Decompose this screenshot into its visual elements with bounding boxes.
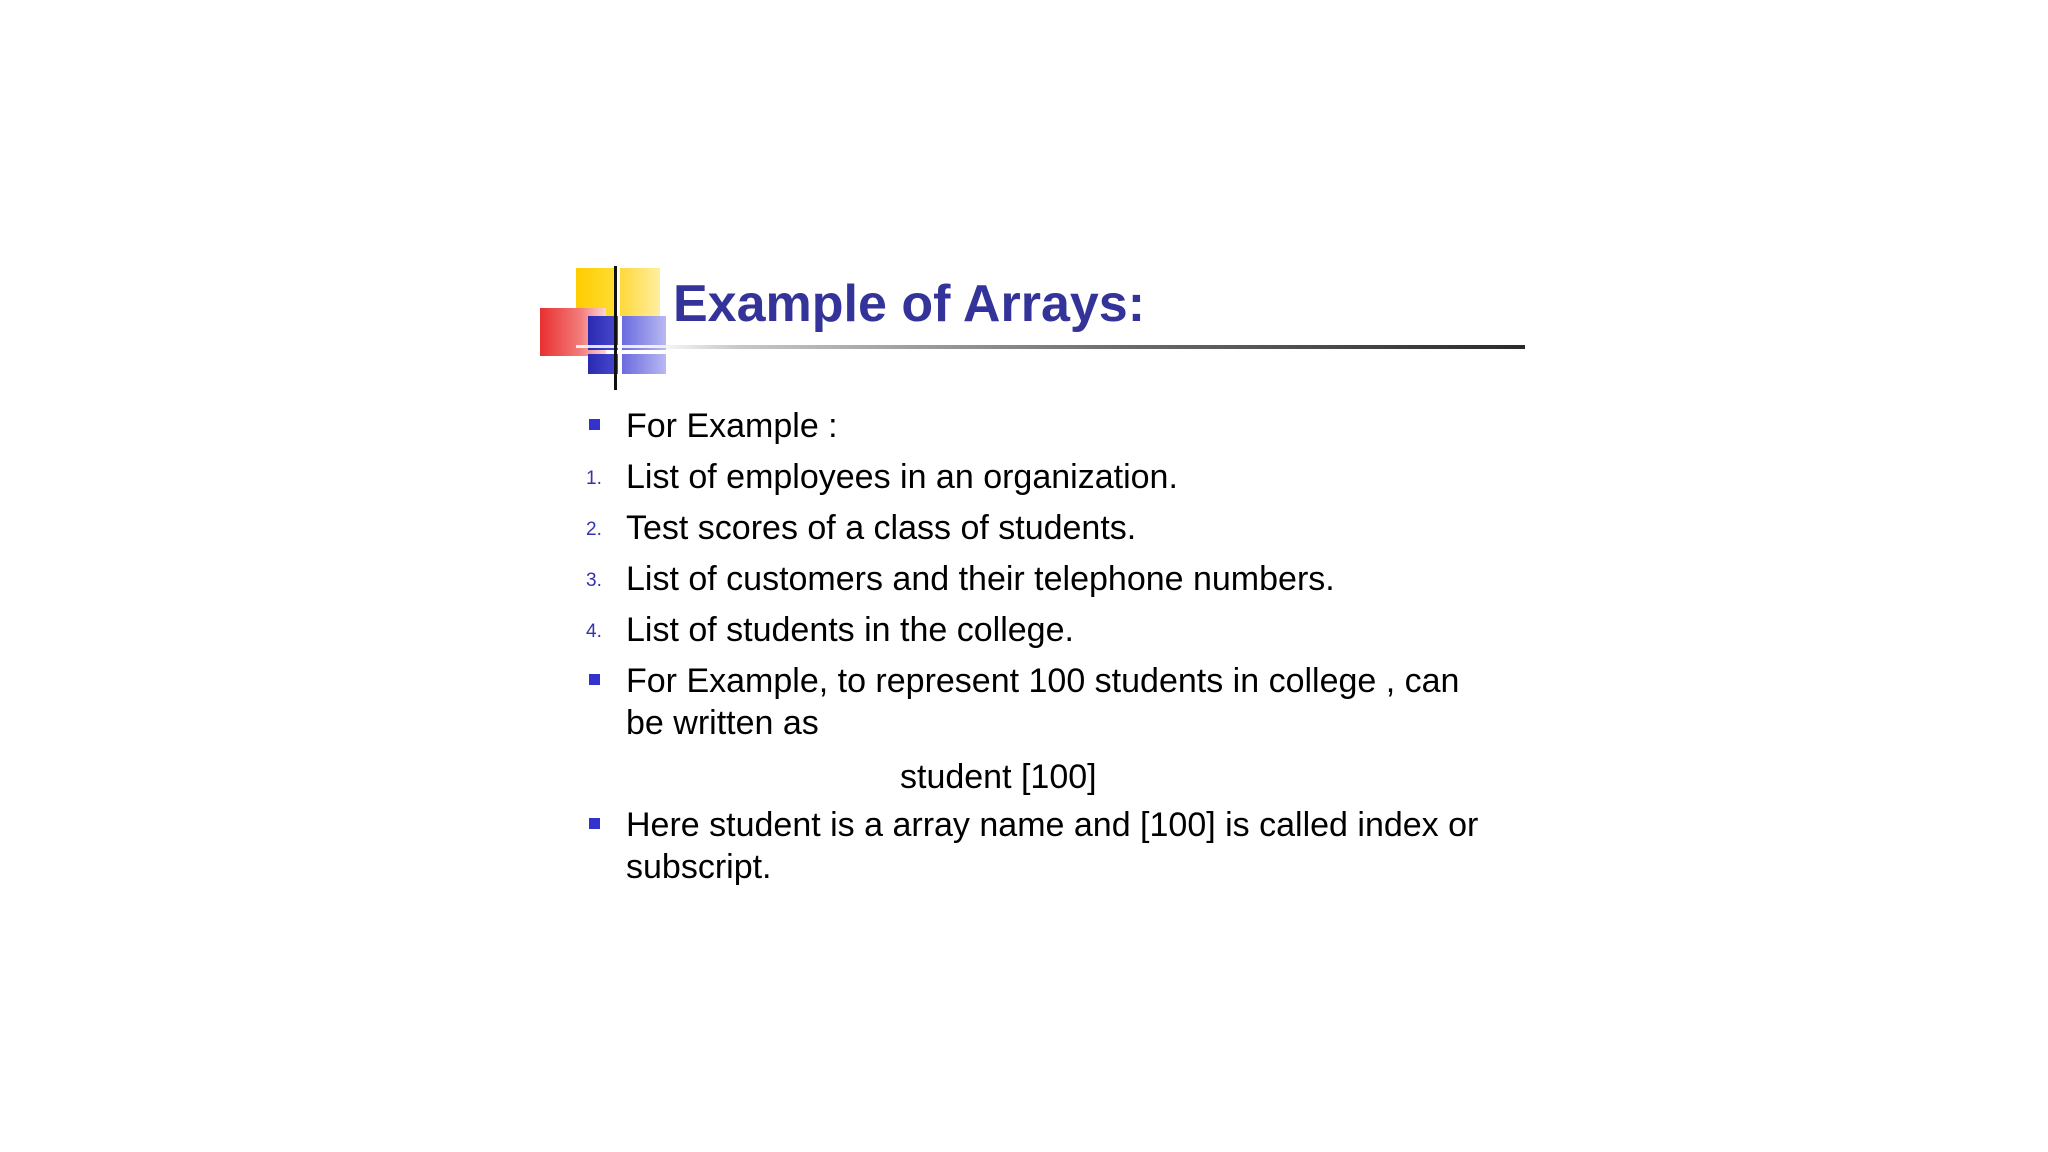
list-item-text: List of customers and their telephone numbers. [626,560,1335,598]
list-item [586,609,1506,651]
list-item-text: For Example : [626,407,838,445]
square-bullet-icon [589,818,600,829]
list-item-number: 1. [586,468,602,489]
list-item [586,804,1506,888]
title-underline [650,345,1525,349]
square-bullet-icon [589,419,600,430]
list-item [586,660,1506,744]
color-squares-logo [540,266,680,392]
list-item-text: List of employees in an organization. [626,458,1178,496]
list-item [586,456,1506,498]
list-item-text: Here student is a array name and [100] is called index or subscript. [626,806,1479,886]
list-item-number: 2. [586,519,602,540]
list-item-number: 3. [586,570,602,591]
array-declaration: student [100] [900,758,1097,796]
list-item [586,558,1506,600]
list-item-text: Test scores of a class of students. [626,509,1137,547]
square-bullet-icon [589,674,600,685]
list-item [586,507,1506,549]
slide-title: Example of Arrays: [673,275,1146,333]
list-item [586,405,1506,447]
list-item-text: List of students in the college. [626,611,1074,649]
content-list [586,405,1506,897]
list-item-text: For Example, to represent 100 students in college , can be written as [626,662,1460,742]
list-item-number: 4. [586,621,602,642]
